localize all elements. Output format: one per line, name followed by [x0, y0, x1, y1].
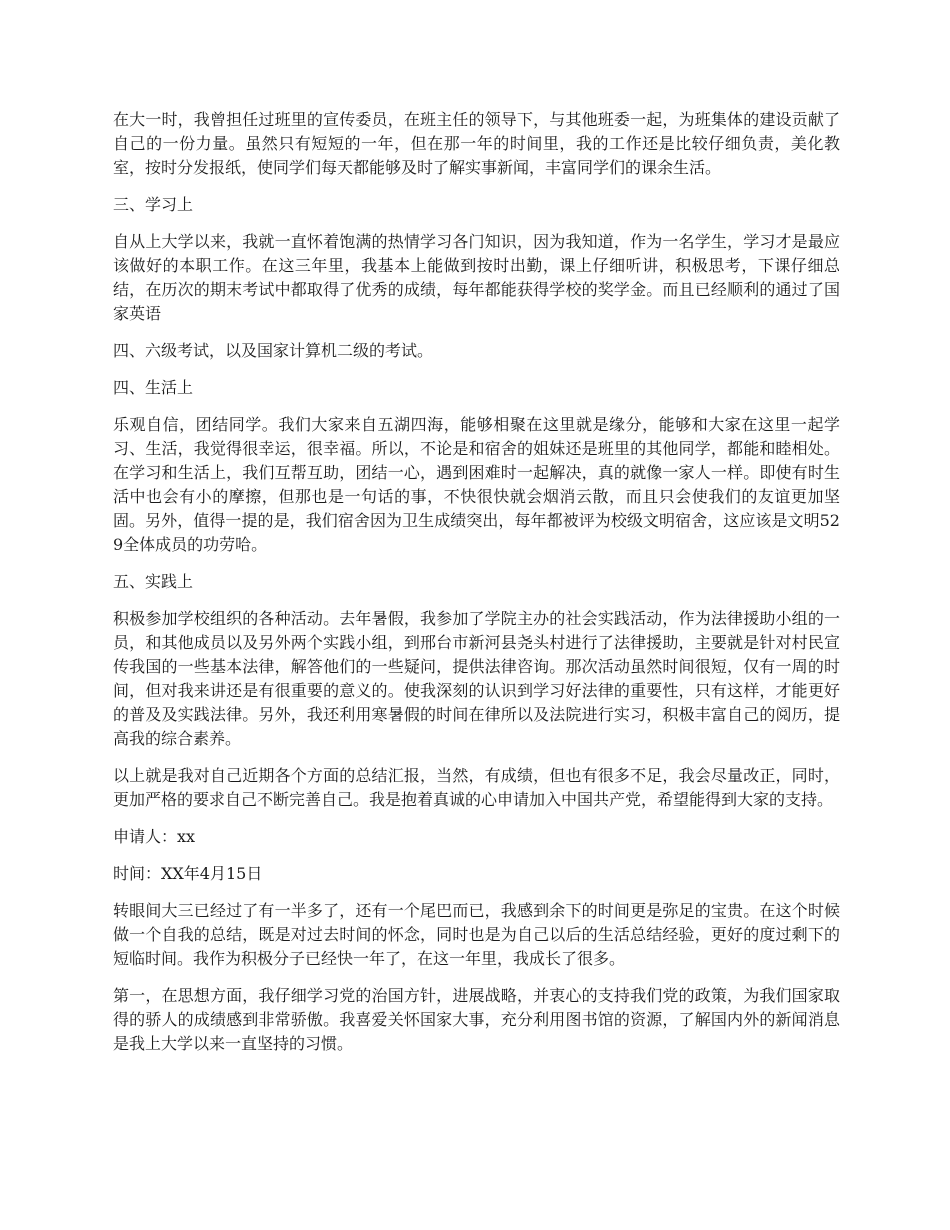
paragraph-study: 自从上大学以来，我就一直怀着饱满的热情学习各门知识，因为我知道，作为一名学生，学习才是最应该做好的本职工作。在这三年里，我基本上能做到按时出勤，课上仔细听讲，积极思考，下课仔细总结，在历次的期末考试中都取得了优秀的成绩，每年都能获得学校的奖学金。而且已经顺利的通过了国家英语	[113, 232, 840, 323]
heading-life: 四、生活上	[113, 378, 194, 397]
paragraph-class-committee: 在大一时，我曾担任过班里的宣传委员，在班主任的领导下，与其他班委一起，为班集体的建设贡献了自己的一份力量。虽然只有短短的一年，但在那一年的时间里，我的工作还是比较仔细负责，美化教室，按时分发报纸，使同学们每天都能够及时了解实事新闻，丰富同学们的课余生活。	[113, 110, 840, 177]
paragraph-life: 乐观自信，团结同学。我们大家来自五湖四海，能够相聚在这里就是缘分，能够和大家在这里一起学习、生活，我觉得很幸运，很幸福。所以，不论是和宿舍的姐妹还是班里的其他同学，都能和睦相处。在学习和生活上，我们互帮互助，团结一心，遇到困难时一起解决，真的就像一家人一样。即使有时生活中也会有小的摩擦，但那也是一句话的事，不快很快就会烟消云散，而且只会使我们的友谊更加坚固。另外，值得一提的是，我们宿舍因为卫生成绩突出，每年都被评为校级文明宿舍，这应该是文明529全体成员的功劳哈。	[113, 415, 840, 554]
paragraph-ideology: 第一，在思想方面，我仔细学习党的治国方针，进展战略，并衷心的支持我们党的政策，为我们国家取得的骄人的成绩感到非常骄傲。我喜爱关怀国家大事，充分利用图书馆的资源，了解国内外的新闻消息是我上大学以来一直坚持的习惯。	[113, 986, 840, 1053]
applicant-line: 申请人：xx	[113, 827, 196, 846]
heading-study: 三、学习上	[113, 195, 194, 214]
paragraph-summary: 以上就是我对自己近期各个方面的总结汇报，当然，有成绩，但也有很多不足，我会尽量改正，同时，更加严格的要求自己不断完善自己。我是抱着真诚的心申请加入中国共产党，希望能得到大家的支持。	[113, 766, 840, 809]
date-line: 时间：XX年4月15日	[113, 864, 263, 883]
heading-practice: 五、实践上	[113, 572, 194, 591]
paragraph-junior-year: 转眼间大三已经过了有一半多了，还有一个尾巴而已，我感到余下的时间更是弥足的宝贵。在这个时候做一个自我的总结，既是对过去时间的怀念，同时也是为自己以后的生活总结经验，更好的度过剩下的短临时间。我作为积极分子已经快一年了，在这一年里，我成长了很多。	[113, 901, 840, 968]
paragraph-exams: 四、六级考试，以及国家计算机二级的考试。	[113, 341, 434, 360]
document-page	[113, 108, 840, 1069]
paragraph-practice: 积极参加学校组织的各种活动。去年暑假，我参加了学院主办的社会实践活动，作为法律援助小组的一员，和其他成员以及另外两个实践小组，到邢台市新河县尧头村进行了法律援助，主要就是针对村民宣传我国的一些基本法律，解答他们的一些疑问，提供法律咨询。那次活动虽然时间很短，仅有一周的时间，但对我来讲还是有很重要的意义的。使我深刻的认识到学习好法律的重要性，只有这样，才能更好的普及及实践法律。另外，我还利用寒暑假的时间在律所以及法院进行实习，积极丰富自己的阅历，提高我的综合素养。	[113, 609, 840, 748]
